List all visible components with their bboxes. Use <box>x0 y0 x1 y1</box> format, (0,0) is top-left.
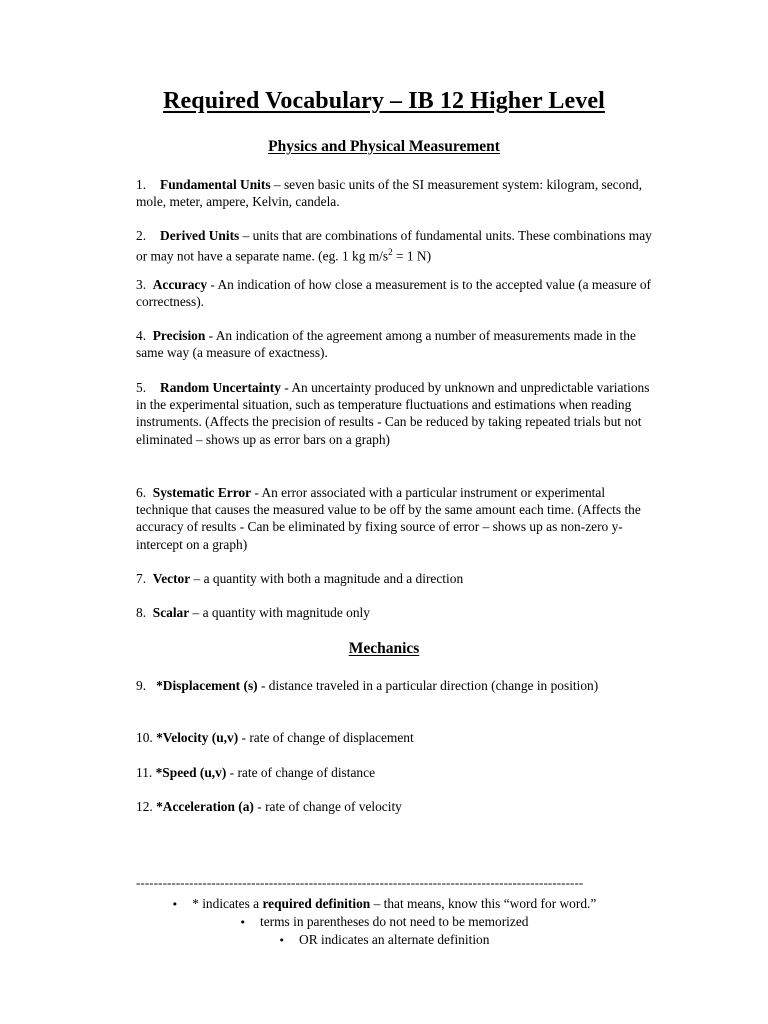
entry-term: *Velocity (u,v) <box>156 730 239 745</box>
bullet-icon: • <box>239 916 246 929</box>
superscript: 2 <box>388 247 393 258</box>
vocab-entry-1: 1. Fundamental Units – seven basic units of the SI measurement system: kilogram, second, mole, meter, ampere, Kelvin, candela. <box>136 177 643 210</box>
bullet-icon: • <box>278 934 286 947</box>
entry-definition: distance traveled in a particular direction (change in position) <box>268 678 599 693</box>
vocab-entry-7: 7. Vector – a quantity with both a magnitude and a direction <box>136 571 464 586</box>
entry-definition: units that are combinations of fundamental units. These combinations may or may not have a separate name. (eg. 1 kg m/s <box>136 228 652 264</box>
page-title: Required Vocabulary – IB 12 Higher Level <box>163 88 605 114</box>
entry-definition: An indication of the agreement among a number of measurements made in the same way (a measure of exactness). <box>136 328 636 361</box>
entry-term: Derived Units <box>160 228 240 243</box>
entry-definition: An uncertainty produced by unknown and unpredictable variations in the experimental situation, such as temperature fluctuations and estimations when reading instruments. (Affects the precision of results - Can be reduced by taking repeated trials but not eliminated – shows up as error bars on a graph) <box>136 380 650 447</box>
entry-term: Systematic Error <box>152 485 252 500</box>
entry-number: 2. <box>136 228 147 243</box>
entry-definition: rate of change of distance <box>237 765 376 780</box>
dashed-separator: ----------------------------------------------------------------------------------------------------- <box>136 875 584 890</box>
entry-number: 8. <box>136 605 147 620</box>
entry-number: 12. <box>136 799 153 814</box>
vocab-entry-3: 3. Accuracy - An indication of how close a measurement is to the accepted value (a measure of correctness). <box>136 277 652 310</box>
vocab-entry-12: 12. *Acceleration (a) - rate of change of velocity <box>136 799 402 814</box>
entry-term: *Displacement (s) <box>156 678 258 693</box>
note-item-1: • * indicates a required definition – that means, know this “word for word.” <box>171 896 597 911</box>
vocab-entry-5: 5. Random Uncertainty - An uncertainty produced by unknown and unpredictable variations in the experimental situation, such as temperature fluctuations and estimations when reading instruments. (Affects the precision of results - Can be reduced by taking repeated trials but not eliminated – shows up as error bars on a graph) <box>136 380 650 447</box>
section-heading-physics: Physics and Physical Measurement <box>268 138 500 155</box>
entry-definition: seven basic units of the SI measurement system: kilogram, second, mole, meter, ampere, Kelvin, candela. <box>136 177 643 210</box>
bullet-icon: • <box>171 898 179 911</box>
note-emphasis: required definition <box>262 896 371 911</box>
entry-definition: An error associated with a particular instrument or experimental technique that causes the measured value to be off by the same amount each time. (Affects the accuracy of results - Can be eliminated by fixing source of error – shows up as non-zero y-intercept on a graph) <box>136 485 641 552</box>
entry-definition: An indication of how close a measurement is to the accepted value (a measure of correctness). <box>136 277 652 310</box>
entry-term: Accuracy <box>152 277 208 292</box>
entry-term: Fundamental Units <box>160 177 271 192</box>
entry-number: 5. <box>136 380 147 395</box>
note-item-3: • OR indicates an alternate definition <box>278 932 490 947</box>
note-item-2: • terms in parentheses do not need to be memorized <box>239 914 529 929</box>
entry-definition: rate of change of velocity <box>265 799 402 814</box>
entry-definition: a quantity with both a magnitude and a direction <box>203 571 464 586</box>
entry-number: 6. <box>136 485 147 500</box>
entry-term: Precision <box>152 328 206 343</box>
entry-term: Random Uncertainty <box>160 380 281 395</box>
entry-term: Vector <box>152 571 191 586</box>
entry-term: *Acceleration (a) <box>156 799 254 814</box>
entry-number: 10. <box>136 730 153 745</box>
entry-definition: rate of change of displacement <box>249 730 414 745</box>
entry-definition: a quantity with magnitude only <box>202 605 370 620</box>
entry-number: 11. <box>136 765 153 780</box>
vocab-entry-8: 8. Scalar – a quantity with magnitude only <box>136 605 370 620</box>
section-heading-mechanics: Mechanics <box>348 640 420 657</box>
vocab-entry-9: 9. *Displacement (s) - distance traveled in a particular direction (change in position) <box>136 678 599 693</box>
vocab-entry-6: 6. Systematic Error - An error associated with a particular instrument or experimental technique that causes the measured value to be off by the same amount each time. (Affects the accuracy of results - Can be eliminated by fixing source of error – shows up as non-zero y-intercept on a graph) <box>136 485 641 552</box>
entry-term: *Speed (u,v) <box>155 765 227 780</box>
entry-number: 3. <box>136 277 147 292</box>
entry-number: 7. <box>136 571 147 586</box>
entry-number: 1. <box>136 177 147 192</box>
vocab-entry-2: 2. Derived Units – units that are combinations of fundamental units. These combinations may or may not have a separate name. (eg. 1 kg $m/s^2 = 1$ N) <box>136 228 652 264</box>
vocab-entry-10: 10. *Velocity (u,v) - rate of change of displacement <box>136 730 414 745</box>
entry-number: 9. <box>136 678 147 693</box>
vocab-entry-11: 11. *Speed (u,v) - rate of change of distance <box>136 765 376 780</box>
vocab-entry-4: 4. Precision - An indication of the agreement among a number of measurements made in the same way (a measure of exactness). <box>136 328 636 361</box>
entry-term: Scalar <box>152 605 190 620</box>
entry-number: 4. <box>136 328 147 343</box>
